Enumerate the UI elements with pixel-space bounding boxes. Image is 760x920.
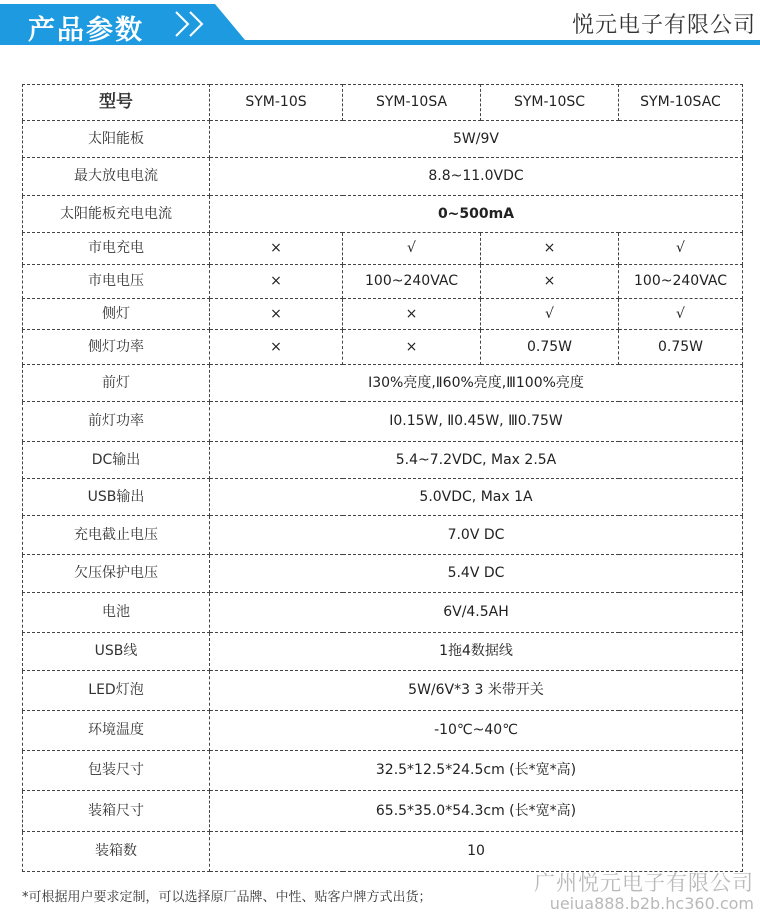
table-row (23, 121, 743, 158)
row-label: 环境温度 (23, 711, 210, 751)
table-row (23, 671, 743, 711)
watermark (534, 872, 754, 913)
row-value: 8.8~11.0VDC (210, 158, 743, 196)
row-cell: √ (481, 299, 619, 330)
table-row (23, 516, 743, 555)
row-cell: 0.75W (619, 330, 743, 365)
model-col-4: SYM-10SAC (619, 85, 743, 121)
page-title: 产品参数 (28, 15, 144, 46)
table-row (23, 402, 743, 442)
row-cell: × (210, 233, 343, 265)
table-row (23, 832, 743, 872)
table-row (23, 791, 743, 832)
row-cell: × (210, 265, 343, 299)
row-value: 0~500mA (210, 196, 743, 233)
row-label: 装箱数 (23, 832, 210, 872)
row-value: 5.4V DC (210, 555, 743, 593)
row-value: Ⅰ0.15W, Ⅱ0.45W, Ⅲ0.75W (210, 402, 743, 442)
row-label: 欠压保护电压 (23, 555, 210, 593)
row-value: 65.5*35.0*54.3cm (长*宽*高) (210, 791, 743, 832)
row-value: 32.5*12.5*24.5cm (长*宽*高) (210, 751, 743, 791)
row-label: 侧灯功率 (23, 330, 210, 365)
table-row (23, 442, 743, 479)
table-row (23, 196, 743, 233)
row-label: 市电电压 (23, 265, 210, 299)
row-value: 6V/4.5AH (210, 593, 743, 633)
table-row (23, 751, 743, 791)
row-label: 侧灯 (23, 299, 210, 330)
row-cell: 100~240VAC (343, 265, 481, 299)
watermark-company: 广州悦元电子有限公司 (534, 871, 754, 895)
model-header-label: 型号 (23, 85, 210, 121)
row-cell: × (481, 265, 619, 299)
row-value: 5W/6V*3 3 米带开关 (210, 671, 743, 711)
row-cell: 100~240VAC (619, 265, 743, 299)
row-value: 7.0V DC (210, 516, 743, 555)
row-value: 10 (210, 832, 743, 872)
table-header-row (23, 85, 743, 121)
row-cell: × (343, 330, 481, 365)
table-row (23, 593, 743, 633)
table-row (23, 365, 743, 402)
table-row (23, 158, 743, 196)
row-label: USB输出 (23, 479, 210, 516)
row-cell: × (343, 299, 481, 330)
row-value: Ⅰ30%亮度,Ⅱ60%亮度,Ⅲ100%亮度 (210, 365, 743, 402)
model-col-2: SYM-10SA (343, 85, 481, 121)
double-chevron-right-icon (172, 8, 216, 40)
row-label: DC输出 (23, 442, 210, 479)
row-cell: × (210, 330, 343, 365)
row-label: 充电截止电压 (23, 516, 210, 555)
row-label: LED灯泡 (23, 671, 210, 711)
row-value: 1拖4数据线 (210, 633, 743, 671)
table-row (23, 555, 743, 593)
row-label: 电池 (23, 593, 210, 633)
row-label: 太阳能板 (23, 121, 210, 158)
table-row (23, 711, 743, 751)
row-label: 最大放电电流 (23, 158, 210, 196)
row-value: 5W/9V (210, 121, 743, 158)
spec-table (22, 84, 743, 872)
row-cell: √ (619, 299, 743, 330)
row-label: 前灯功率 (23, 402, 210, 442)
row-value: -10℃~40℃ (210, 711, 743, 751)
row-label: 装箱尺寸 (23, 791, 210, 832)
row-cell: 0.75W (481, 330, 619, 365)
customization-footnote: *可根据用户要求定制，可以选择原厂品牌、中性、贴客户牌方式出货； (22, 890, 432, 905)
table-row (23, 479, 743, 516)
table-row (23, 633, 743, 671)
banner-wedge (215, 4, 245, 40)
row-cell: × (481, 233, 619, 265)
company-name: 悦元电子有限公司 (571, 13, 756, 38)
row-label: 包装尺寸 (23, 751, 210, 791)
row-label: USB线 (23, 633, 210, 671)
row-cell: √ (343, 233, 481, 265)
model-col-3: SYM-10SC (481, 85, 619, 121)
table-row (23, 330, 743, 365)
watermark-url: ueiua888.b2b.hc360.com (549, 894, 754, 914)
row-label: 市电充电 (23, 233, 210, 265)
header-banner (0, 0, 760, 52)
row-cell: √ (619, 233, 743, 265)
row-value: 5.0VDC, Max 1A (210, 479, 743, 516)
row-label: 太阳能板充电电流 (23, 196, 210, 233)
table-row (23, 299, 743, 330)
row-cell: × (210, 299, 343, 330)
row-label: 前灯 (23, 365, 210, 402)
table-row (23, 265, 743, 299)
table-row (23, 233, 743, 265)
model-col-1: SYM-10S (210, 85, 343, 121)
row-value: 5.4~7.2VDC, Max 2.5A (210, 442, 743, 479)
